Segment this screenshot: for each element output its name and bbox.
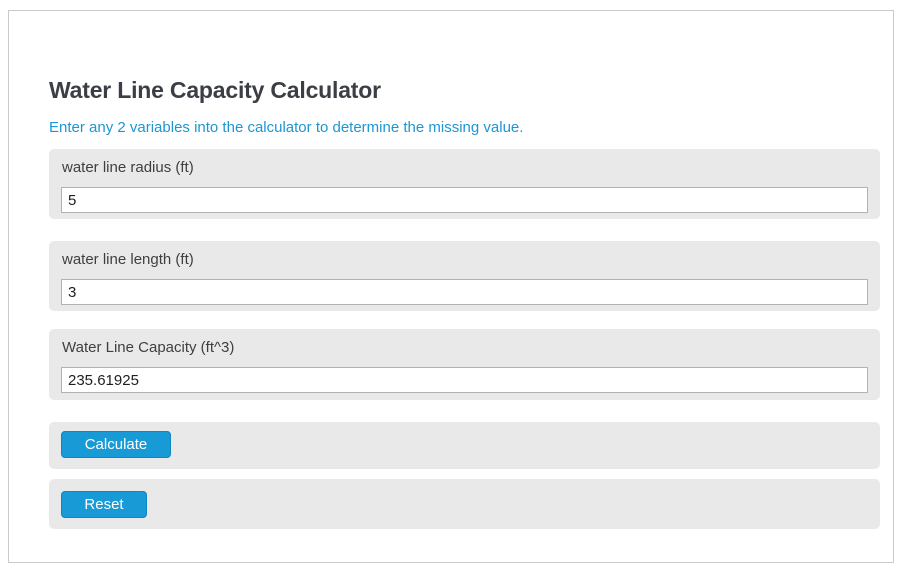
- field-group-length: [49, 241, 880, 311]
- capacity-field-label: Water Line Capacity (ft^3): [62, 339, 235, 356]
- length-input[interactable]: [61, 279, 868, 305]
- capacity-input[interactable]: [61, 367, 868, 393]
- length-field-label: water line length (ft): [62, 251, 194, 268]
- field-group-radius: [49, 149, 880, 219]
- instructions-text: Enter any 2 variables into the calculator to determine the missing value.: [49, 119, 524, 136]
- calculator-panel: [8, 10, 894, 563]
- reset-button[interactable]: Reset: [61, 491, 147, 518]
- field-group-capacity: [49, 329, 880, 400]
- radius-field-label: water line radius (ft): [62, 159, 194, 176]
- radius-input[interactable]: [61, 187, 868, 213]
- page-title: Water Line Capacity Calculator: [49, 77, 381, 103]
- calculate-button[interactable]: Calculate: [61, 431, 171, 458]
- reset-row: [49, 479, 880, 529]
- calculate-row: [49, 422, 880, 469]
